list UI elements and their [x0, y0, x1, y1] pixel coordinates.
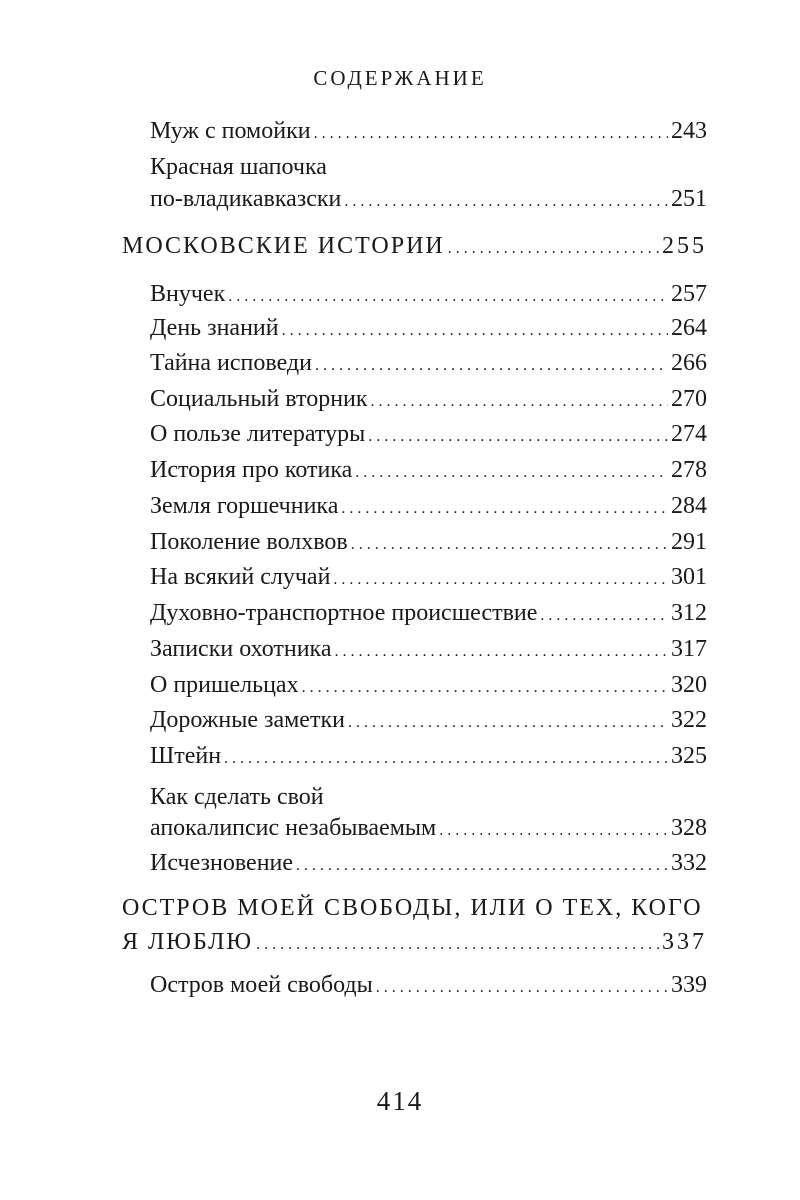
toc-title: День знаний: [150, 315, 279, 341]
dot-leader: [282, 322, 668, 340]
toc-row: [150, 636, 707, 663]
page-number: 414: [376, 1086, 424, 1116]
toc-page-number: 328: [671, 815, 707, 841]
toc-title: История про котика: [150, 457, 353, 483]
toc-row: [122, 929, 707, 956]
toc-page-number: 337: [662, 929, 707, 955]
dot-leader: [368, 428, 668, 446]
toc-title: апокалипсис незабываемым: [150, 815, 437, 841]
toc-title: по-владикавказски: [150, 186, 342, 212]
toc-title: Штейн: [150, 743, 222, 769]
toc-title: Остров моей свободы: [150, 972, 373, 998]
toc-row: [150, 743, 707, 770]
toc-page-number: 243: [671, 118, 707, 144]
dot-leader: [355, 464, 668, 482]
toc-page-number: 274: [671, 421, 707, 447]
dot-leader: [351, 536, 668, 554]
toc-row: [150, 350, 707, 377]
dot-leader: [371, 393, 668, 411]
toc-row: [150, 564, 707, 591]
toc-title: На всякий случай: [150, 564, 331, 590]
dot-leader: [315, 357, 668, 375]
toc-section-title-line1: ОСТРОВ МОЕЙ СВОБОДЫ, ИЛИ О ТЕХ, КОГО: [122, 895, 703, 921]
toc-title: Земля горшечника: [150, 493, 339, 519]
toc-row: [150, 281, 707, 308]
dot-leader: [256, 936, 659, 954]
dot-leader: [296, 857, 668, 875]
toc-row: [150, 118, 707, 145]
toc-row: [122, 233, 707, 260]
toc-page-number: 322: [671, 707, 707, 733]
toc-title: Дорожные заметки: [150, 707, 345, 733]
toc-title: Тайна исповеди: [150, 350, 312, 376]
toc-page-number: 301: [671, 564, 707, 590]
dot-leader: [448, 240, 659, 258]
toc-row: [150, 972, 707, 999]
toc-section-title: МОСКОВСКИЕ ИСТОРИИ: [122, 233, 445, 259]
toc-row: [150, 672, 707, 699]
dot-leader: [344, 193, 668, 211]
toc-page-number: 264: [671, 315, 707, 341]
toc-page-number: 255: [662, 233, 707, 259]
toc-row: [150, 493, 707, 520]
toc-title: Поколение волхвов: [150, 529, 348, 555]
toc-page-number: 339: [671, 972, 707, 998]
contents-heading: СОДЕРЖАНИЕ: [313, 66, 487, 90]
toc-page-number: 332: [671, 850, 707, 876]
toc-page-number: 284: [671, 493, 707, 519]
dot-leader: [228, 288, 668, 306]
toc-title: Записки охотника: [150, 636, 332, 662]
toc-page-number: 312: [671, 600, 707, 626]
dot-leader: [333, 571, 668, 589]
dot-leader: [376, 979, 668, 997]
toc-title: Муж с помойки: [150, 118, 311, 144]
toc-page-number: 291: [671, 529, 707, 555]
toc-page-number: 320: [671, 672, 707, 698]
toc-row: [150, 457, 707, 484]
toc-row: [150, 386, 707, 413]
dot-leader: [341, 500, 668, 518]
toc-title-line1: Красная шапочка: [150, 154, 327, 180]
dot-leader: [314, 125, 668, 143]
toc-title: Внучек: [150, 281, 226, 307]
toc-row: [150, 707, 707, 734]
toc-row: [150, 315, 707, 342]
toc-page-number: 266: [671, 350, 707, 376]
toc-page-number: 270: [671, 386, 707, 412]
dot-leader: [224, 750, 668, 768]
toc-row: [150, 850, 707, 877]
dot-leader: [540, 607, 668, 625]
toc-section-title: Я ЛЮБЛЮ: [122, 929, 254, 955]
toc-title: Исчезновение: [150, 850, 294, 876]
dot-leader: [439, 822, 668, 840]
toc-title: О пришельцах: [150, 672, 299, 698]
toc-page-number: 325: [671, 743, 707, 769]
dot-leader: [335, 643, 669, 661]
dot-leader: [348, 714, 668, 732]
toc-page-number: 251: [671, 186, 707, 212]
toc-row: [150, 600, 707, 627]
toc-row: [150, 421, 707, 448]
toc-title: О пользе литературы: [150, 421, 366, 447]
toc-page-number: 257: [671, 281, 707, 307]
toc-row: [150, 529, 707, 556]
dot-leader: [302, 679, 668, 697]
toc-title-line1: Как сделать свой: [150, 784, 324, 810]
toc-title: Духовно-транспортное происшествие: [150, 600, 538, 626]
toc-row: [150, 815, 707, 842]
toc-page-number: 278: [671, 457, 707, 483]
toc-title: Социальный вторник: [150, 386, 368, 412]
toc-row: [150, 186, 707, 213]
toc-page-number: 317: [671, 636, 707, 662]
